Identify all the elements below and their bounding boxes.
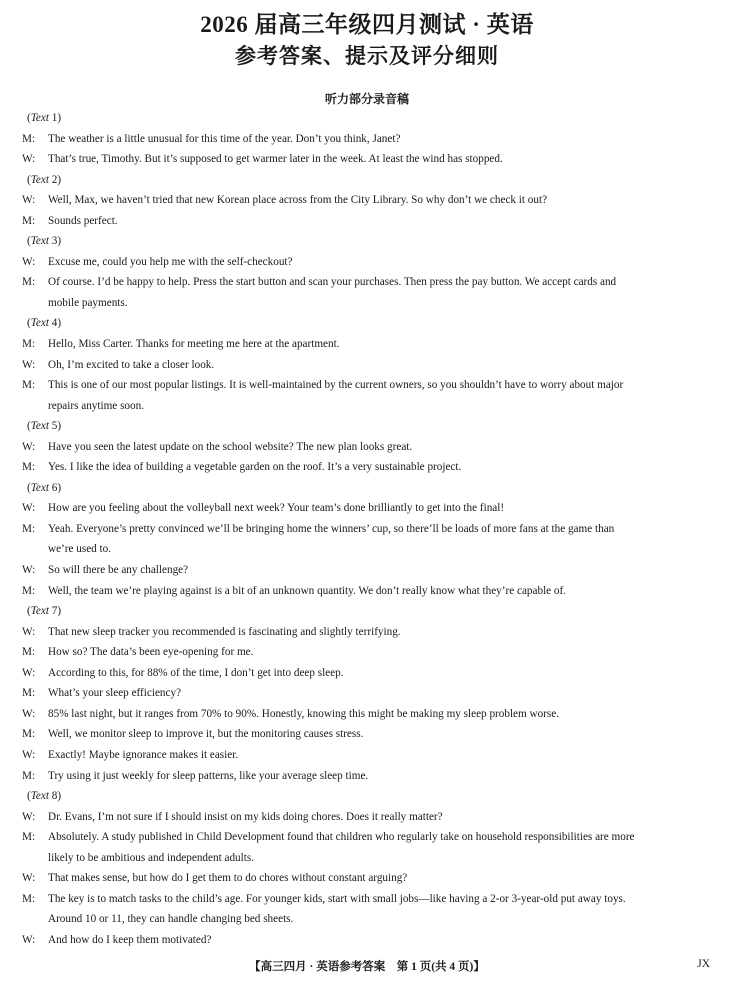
line-text: This is one of our most popular listings. It is well-maintained by the current owners, so you shouldn’t have to worry about major — [48, 379, 624, 392]
speaker-letter: W — [22, 810, 33, 823]
line-text: Well, we monitor sleep to improve it, but the monitoring causes stress. — [48, 728, 364, 741]
speaker-letter: W — [22, 748, 33, 761]
line-text: Well, Max, we haven’t tried that new Korean place across from the City Library. So why don’t we check it out? — [48, 194, 548, 207]
speaker-label: W: — [22, 440, 36, 453]
line-text: That new sleep tracker you recommended is fascinating and slightly terrifying. — [48, 625, 401, 638]
speaker-letter: W — [22, 194, 33, 207]
page-footer — [0, 958, 734, 974]
line-text: According to this, for 88% of the time, I don’t get into deep sleep. — [48, 666, 344, 679]
speaker-letter: M — [22, 892, 32, 905]
transcript-line — [22, 272, 712, 293]
speaker-letter: M — [22, 769, 32, 782]
transcript-line — [22, 581, 712, 602]
line-text: How are you feeling about the volleyball next week? Your team’s done brilliantly to get into the final! — [48, 502, 505, 515]
dialogue-number: 7 — [51, 605, 58, 618]
speaker-letter: W — [22, 153, 33, 166]
transcript-line — [22, 663, 712, 684]
line-text: Try using it just weekly for sleep patterns, like your average sleep time. — [48, 769, 369, 782]
speaker-label: W: — [22, 933, 36, 946]
speaker-label: M: — [22, 687, 36, 700]
dialogue-label: Text — [30, 112, 49, 124]
transcript-line — [22, 355, 712, 376]
dialogue-label: Text — [30, 420, 49, 433]
dialogue-label: Text — [30, 173, 49, 186]
speaker-label: M: — [22, 522, 36, 535]
transcript-line — [22, 252, 712, 273]
line-text: Yes. I like the idea of building a vegetable garden on the roof. It’s a very sustainable project. — [48, 461, 462, 474]
speaker-label: W: — [22, 748, 36, 761]
speaker-letter: W — [22, 440, 33, 453]
line-text: Oh, I’m excited to take a closer look. — [48, 358, 215, 371]
speaker-letter: M — [22, 214, 32, 227]
transcript-line — [22, 930, 712, 951]
speaker-label: M: — [22, 379, 36, 392]
line-text: Absolutely. A study published in Child Development found that children who regularly take on household responsibilities are more — [48, 831, 635, 844]
line-text: Dr. Evans, I’m not sure if I should insist on my kids doing chores. Does it really matter? — [48, 810, 443, 823]
speaker-label: W: — [22, 872, 36, 885]
speaker-letter: W — [22, 502, 33, 515]
transcript-line — [22, 190, 712, 211]
speaker-letter: M — [22, 584, 32, 597]
transcript-line — [22, 807, 712, 828]
speaker-label: W: — [22, 707, 36, 720]
speaker-label: W: — [22, 625, 36, 638]
speaker-letter: M — [22, 687, 32, 700]
speaker-letter: W — [22, 625, 33, 638]
speaker-label: W: — [22, 666, 36, 679]
footer-code: JX — [697, 958, 710, 970]
dialogue-heading: (Text 2) — [27, 173, 62, 186]
line-text-continued: mobile payments. — [48, 296, 128, 309]
line-text: How so? The data’s been eye-opening for me. — [48, 646, 254, 659]
page-title: 2026 届高三年级四月测试 · 英语 — [200, 12, 534, 37]
speaker-label: W: — [22, 564, 36, 577]
listening-transcript — [22, 108, 712, 950]
line-text: That makes sense, but how do I get them to do chores without constant arguing? — [48, 872, 408, 885]
speaker-letter: M — [22, 646, 32, 659]
transcript-line — [22, 519, 712, 540]
speaker-label: M: — [22, 892, 36, 905]
line-text: Have you seen the latest update on the school website? The new plan looks great. — [48, 440, 413, 453]
speaker-label: M: — [22, 728, 36, 741]
dialogue-label: Text — [30, 790, 49, 803]
dialogue-label: Text — [30, 605, 49, 618]
dialogue-number: 4 — [51, 317, 58, 330]
speaker-label: M: — [22, 831, 36, 844]
dialogue-heading: (Text 1) — [27, 112, 62, 124]
speaker-label: W: — [22, 255, 36, 268]
speaker-letter: M — [22, 132, 32, 145]
speaker-letter: W — [22, 707, 33, 720]
dialogue-heading: (Text 4) — [27, 317, 62, 330]
dialogue-heading: (Text 7) — [27, 605, 62, 618]
line-text-continued: repairs anytime soon. — [48, 399, 145, 412]
speaker-label: M: — [22, 276, 36, 289]
speaker-letter: W — [22, 358, 33, 371]
line-text: And how do I keep them motivated? — [48, 933, 212, 946]
dialogue-number: 3 — [51, 235, 58, 248]
transcript-line — [22, 498, 712, 519]
transcript-line — [22, 745, 712, 766]
transcript-line — [22, 724, 712, 745]
transcript-line — [22, 437, 712, 458]
speaker-letter: M — [22, 728, 32, 741]
transcript-line — [22, 704, 712, 725]
line-text: Well, the team we’re playing against is a bit of an unknown quantity. We don’t really know what they’re capable of. — [48, 584, 567, 597]
transcript-line — [22, 375, 712, 396]
transcript-line — [22, 622, 712, 643]
speaker-letter: W — [22, 564, 33, 577]
line-text: What’s your sleep efficiency? — [48, 687, 182, 700]
line-text: Excuse me, could you help me with the self-checkout? — [48, 255, 293, 268]
dialogue-number: 1 — [51, 112, 58, 124]
transcript-line — [22, 827, 712, 848]
dialogue-heading: (Text 5) — [27, 420, 62, 433]
line-text: Hello, Miss Carter. Thanks for meeting me here at the apartment. — [48, 338, 340, 351]
line-text-continued: we’re used to. — [48, 543, 112, 556]
speaker-label: W: — [22, 358, 36, 371]
dialogue-label: Text — [30, 481, 49, 494]
dialogue-heading: (Text 6) — [27, 481, 62, 494]
speaker-letter: W — [22, 255, 33, 268]
speaker-label: M: — [22, 769, 36, 782]
speaker-letter: M — [22, 379, 32, 392]
speaker-letter: W — [22, 666, 33, 679]
transcript-line — [22, 766, 712, 787]
speaker-letter: M — [22, 461, 32, 474]
dialogue-heading: (Text 3) — [27, 235, 62, 248]
dialogue-label: Text — [30, 317, 49, 330]
section-title: 听力部分录音稿 — [324, 92, 409, 106]
transcript-line — [22, 334, 712, 355]
line-text: The key is to match tasks to the child’s age. For younger kids, start with small jobs—like having a 2-or 3-year-old put away toys. — [48, 892, 626, 905]
line-text-continued: likely to be ambitious and independent adults. — [48, 851, 254, 864]
transcript-line — [22, 889, 712, 910]
transcript-line — [22, 211, 712, 232]
transcript-line — [22, 149, 712, 170]
speaker-letter: M — [22, 522, 32, 535]
dialogue-heading: (Text 8) — [27, 790, 62, 803]
transcript-line — [22, 129, 712, 150]
speaker-label: M: — [22, 461, 36, 474]
speaker-label: W: — [22, 153, 36, 166]
speaker-letter: M — [22, 338, 32, 351]
page-subtitle: 参考答案、提示及评分细则 — [235, 44, 499, 68]
transcript-line — [22, 868, 712, 889]
transcript-line — [22, 457, 712, 478]
speaker-label: M: — [22, 584, 36, 597]
line-text: Sounds perfect. — [48, 214, 118, 227]
transcript-line — [22, 642, 712, 663]
dialogue-label: Text — [30, 235, 49, 248]
line-text: 85% last night, but it ranges from 70% to 90%. Honestly, knowing this might be making my sleep problem worse. — [48, 707, 560, 720]
speaker-letter: W — [22, 872, 33, 885]
speaker-label: M: — [22, 646, 36, 659]
speaker-label: M: — [22, 132, 36, 145]
footer-text: 【高三四月 · 英语参考答案 第 1 页(共 4 页)】 — [249, 961, 485, 973]
dialogue-number: 8 — [51, 790, 58, 803]
line-text: Yeah. Everyone’s pretty convinced we’ll be bringing home the winners’ cup, so there’ll be loads of more fans at the game than — [48, 522, 615, 535]
speaker-label: M: — [22, 214, 36, 227]
speaker-letter: M — [22, 276, 32, 289]
line-text: Of course. I’d be happy to help. Press the start button and scan your purchases. Then press the pay button. We accept cards and — [48, 276, 617, 289]
line-text: That’s true, Timothy. But it’s supposed to get warmer later in the week. At least the wind has stopped. — [48, 153, 503, 166]
dialogue-number: 2 — [51, 173, 58, 186]
speaker-label: M: — [22, 338, 36, 351]
transcript-line — [22, 560, 712, 581]
transcript-line — [22, 683, 712, 704]
speaker-label: W: — [22, 194, 36, 207]
dialogue-number: 5 — [51, 420, 58, 433]
line-text: So will there be any challenge? — [48, 564, 189, 577]
dialogue-number: 6 — [51, 481, 58, 494]
line-text: The weather is a little unusual for this time of the year. Don’t you think, Janet? — [48, 132, 401, 145]
line-text: Exactly! Maybe ignorance makes it easier. — [48, 748, 239, 761]
speaker-letter: W — [22, 933, 33, 946]
line-text-continued: Around 10 or 11, they can handle changing bed sheets. — [48, 913, 294, 926]
speaker-label: W: — [22, 502, 36, 515]
speaker-letter: M — [22, 831, 32, 844]
speaker-label: W: — [22, 810, 36, 823]
